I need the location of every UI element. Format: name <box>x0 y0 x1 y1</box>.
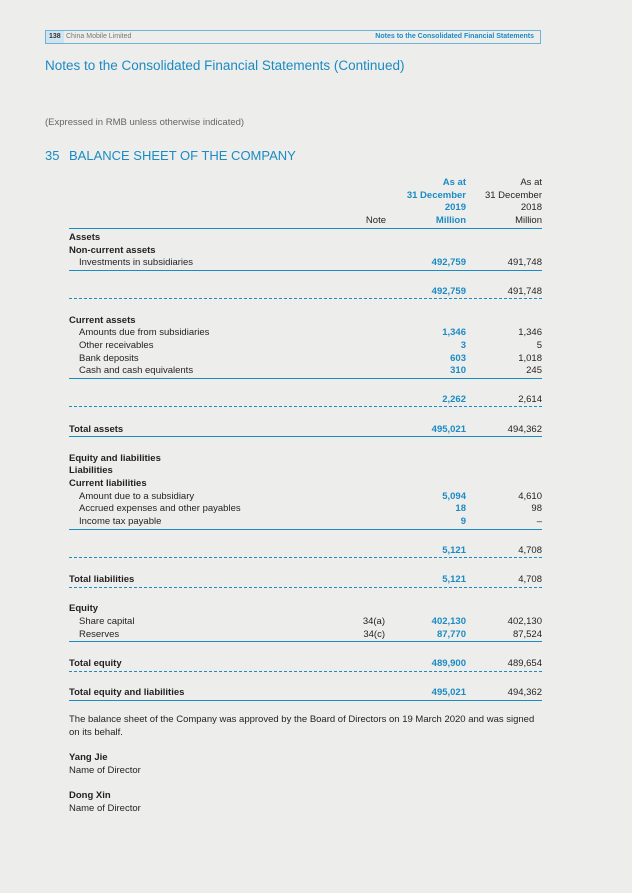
rule <box>69 671 542 672</box>
page-title: Notes to the Consolidated Financial Statements (Continued) <box>45 58 405 73</box>
row-label: Amount due to a subsidiary <box>79 491 195 502</box>
table-row <box>69 628 542 641</box>
col-2019-line1: As at <box>442 177 466 188</box>
value-2019: 402,130 <box>431 616 466 627</box>
value-2019: 2,262 <box>442 394 466 405</box>
table-row <box>69 285 542 298</box>
value-2019: 5,121 <box>442 574 466 585</box>
table-row <box>69 231 542 244</box>
row-label: Other receivables <box>79 340 154 351</box>
approval-text: The balance sheet of the Company was approved by the Board of Directors on 19 March 2020 and was signed on its behalf. <box>69 714 535 738</box>
row-label: Total equity <box>69 658 122 669</box>
row-label: Non-current assets <box>69 245 156 256</box>
row-label: Current liabilities <box>69 478 147 489</box>
value-2018: 489,654 <box>507 658 542 669</box>
value-2019: 5,094 <box>442 491 466 502</box>
value-2019: 489,900 <box>431 658 466 669</box>
value-2019: 603 <box>450 353 466 364</box>
rule <box>69 641 542 642</box>
table-row <box>69 686 542 699</box>
value-2018: 2,614 <box>518 394 542 405</box>
value-2019: 87,770 <box>436 629 466 640</box>
col-2018-line1: As at <box>520 177 542 188</box>
value-2018: – <box>536 516 542 527</box>
rule <box>69 587 542 588</box>
table-row <box>69 464 542 477</box>
value-2018: 5 <box>536 340 542 351</box>
value-2018: 494,362 <box>507 424 542 435</box>
value-2019: 18 <box>455 503 466 514</box>
table-row <box>69 615 542 628</box>
value-2018: 4,708 <box>518 574 542 585</box>
column-header-note: Note <box>365 215 386 226</box>
value-2019: 495,021 <box>431 424 466 435</box>
value-2019: 1,346 <box>442 327 466 338</box>
rule <box>69 270 542 271</box>
value-2019: 310 <box>450 365 466 376</box>
row-note: 34(c) <box>363 629 385 640</box>
value-2019: 495,021 <box>431 687 466 698</box>
row-label: Investments in subsidiaries <box>79 257 194 268</box>
row-label: Total equity and liabilities <box>69 687 185 698</box>
rule <box>69 557 542 558</box>
value-2018: 1,018 <box>518 353 542 364</box>
director-role: Name of Director <box>69 765 141 776</box>
value-2019: 5,121 <box>442 545 466 556</box>
rule <box>69 436 542 437</box>
header-rule <box>69 228 542 229</box>
col-2018-line4: Million <box>515 214 542 226</box>
col-2018-line2: 31 December <box>484 189 542 201</box>
table-row <box>69 364 542 377</box>
value-2018: 402,130 <box>507 616 542 627</box>
row-label: Assets <box>69 232 101 243</box>
row-label: Current assets <box>69 315 136 326</box>
table-row <box>69 544 542 557</box>
value-2018: 98 <box>531 503 542 514</box>
col-2019-line2: 31 December <box>406 189 466 201</box>
value-2018: 491,748 <box>507 286 542 297</box>
table-row <box>69 256 542 269</box>
section-title: BALANCE SHEET OF THE COMPANY <box>69 148 296 163</box>
row-label: Amounts due from subsidiaries <box>79 327 210 338</box>
value-2018: 491,748 <box>507 257 542 268</box>
row-note: 34(a) <box>362 616 385 627</box>
rule <box>69 298 542 299</box>
rule <box>69 529 542 530</box>
header-title: Notes to the Consolidated Financial Statements <box>375 33 534 40</box>
value-2018: 87,524 <box>512 629 542 640</box>
col-2019-line4: Million <box>435 214 466 226</box>
row-label: Accrued expenses and other payables <box>79 503 241 514</box>
row-label: Total assets <box>69 424 124 435</box>
value-2018: 245 <box>526 365 542 376</box>
director-role: Name of Director <box>69 803 141 814</box>
row-label: Total liabilities <box>69 574 135 585</box>
table-row <box>69 515 542 528</box>
column-header-2019 <box>400 177 466 227</box>
col-2018-line3: 2018 <box>520 202 542 213</box>
total-rule <box>69 700 542 701</box>
row-label: Income tax payable <box>79 516 162 527</box>
rule <box>69 406 542 407</box>
rule <box>69 378 542 379</box>
table-row <box>69 657 542 670</box>
row-label: Equity <box>69 603 99 614</box>
row-label: Cash and cash equivalents <box>79 365 194 376</box>
row-label: Liabilities <box>69 465 113 476</box>
value-2018: 4,708 <box>518 545 542 556</box>
table-row <box>69 423 542 436</box>
table-row <box>69 339 542 352</box>
value-2018: 494,362 <box>507 687 542 698</box>
value-2019: 3 <box>460 340 466 351</box>
value-2019: 492,759 <box>431 286 466 297</box>
row-label: Equity and liabilities <box>69 453 161 464</box>
col-2019-line3: 2019 <box>444 202 466 213</box>
value-2018: 4,610 <box>518 491 542 502</box>
page-header <box>45 30 541 44</box>
table-row <box>69 477 542 490</box>
table-row <box>69 326 542 339</box>
table-row <box>69 393 542 406</box>
value-2019: 492,759 <box>431 257 466 268</box>
company-name: China Mobile Limited <box>66 33 132 40</box>
director-name: Yang Jie <box>69 752 108 763</box>
row-label: Reserves <box>79 629 120 640</box>
currency-note: (Expressed in RMB unless otherwise indicated) <box>45 117 245 128</box>
table-row <box>69 502 542 515</box>
value-2018: 1,346 <box>518 327 542 338</box>
page-number: 138 <box>46 31 64 43</box>
column-header-2018 <box>470 177 542 227</box>
table-row <box>69 573 542 586</box>
row-label: Share capital <box>79 616 135 627</box>
director-name: Dong Xin <box>69 790 111 801</box>
section-heading <box>45 148 296 163</box>
table-row <box>69 602 542 615</box>
row-label: Bank deposits <box>79 353 139 364</box>
value-2019: 9 <box>460 516 466 527</box>
section-number: 35 <box>45 148 60 163</box>
